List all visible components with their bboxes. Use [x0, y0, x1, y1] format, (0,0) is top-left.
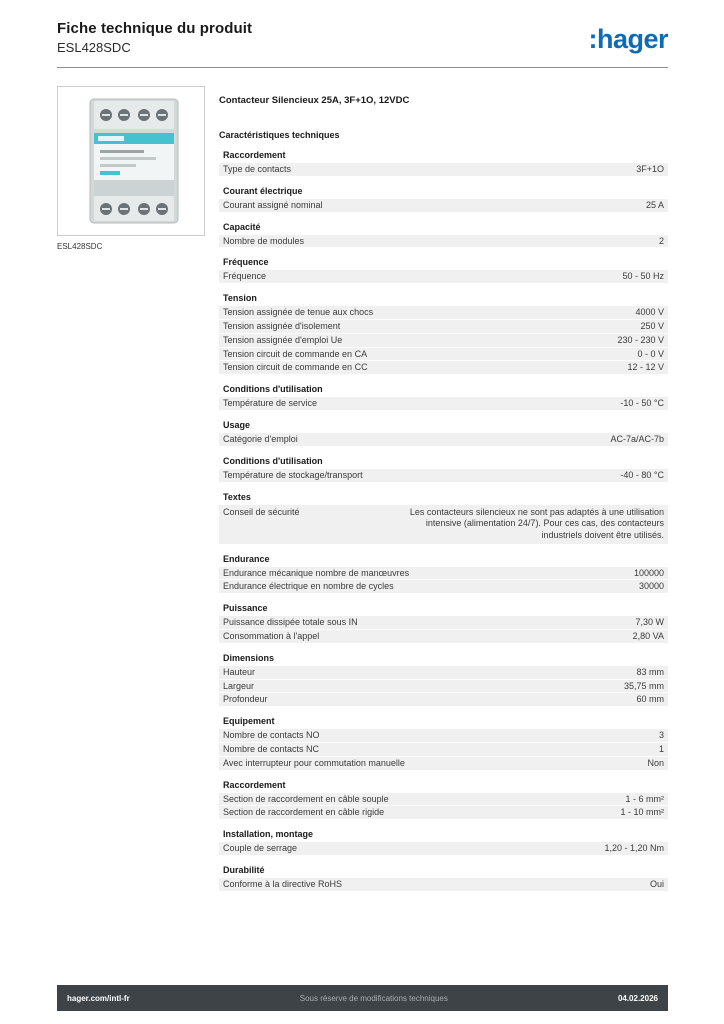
- spec-value: 50 - 50 Hz: [622, 271, 664, 282]
- section-title: Endurance: [223, 553, 270, 564]
- product-image-caption: ESL428SDC: [57, 242, 103, 251]
- section-title: Tension: [223, 293, 257, 304]
- spec-row: [219, 361, 668, 374]
- spec-value: 12 - 12 V: [627, 362, 664, 373]
- spec-value: 83 mm: [636, 666, 664, 677]
- spec-label: Endurance électrique en nombre de cycles: [223, 581, 394, 592]
- spec-value: 30000: [638, 581, 664, 592]
- section-title: Courant électrique: [223, 185, 303, 196]
- spec-label: Température de stockage/transport: [223, 469, 363, 480]
- spec-row: [219, 630, 668, 643]
- section-title: Fréquence: [223, 257, 269, 268]
- section-title: Installation, montage: [223, 829, 314, 840]
- spec-row: [219, 505, 668, 544]
- spec-label: Conforme à la directive RoHS: [223, 878, 343, 889]
- spec-value: 1: [658, 744, 664, 754]
- spec-row: [219, 306, 668, 319]
- product-name: Contacteur Silencieux 25A, 3F+1O, 12VDC: [219, 95, 410, 106]
- section-title: Textes: [223, 491, 251, 502]
- section-title: Raccordement: [223, 779, 286, 790]
- footer-website: hager.com/intl-fr: [67, 993, 130, 1003]
- spec-value: 35,75 mm: [623, 680, 664, 691]
- section-title: Capacité: [223, 221, 261, 232]
- spec-row: [219, 580, 668, 593]
- spec-label: Avec interrupteur pour commutation manuelle: [223, 757, 405, 768]
- spec-label: Profondeur: [223, 694, 268, 705]
- spec-label: Nombre de contacts NO: [223, 730, 320, 741]
- spec-value: -10 - 50 °C: [620, 398, 664, 409]
- spec-label: Tension assignée d'isolement: [223, 320, 341, 331]
- spec-row: [219, 235, 668, 248]
- spec-value: 7,30 W: [635, 617, 664, 628]
- spec-value: 250 V: [640, 320, 664, 331]
- spec-value: 60 mm: [636, 694, 664, 705]
- spec-value: AC-7a/AC-7b: [610, 433, 664, 444]
- spec-row: [219, 806, 668, 819]
- spec-row: [219, 878, 668, 891]
- spec-row: [219, 270, 668, 283]
- spec-label: Tension circuit de commande en CC: [223, 362, 368, 373]
- spec-label: Conseil de sécurité: [223, 506, 300, 517]
- spec-label: Tension assignée d'emploi Ue: [223, 334, 343, 345]
- page-header: [57, 20, 668, 55]
- specifications-column: [219, 86, 668, 892]
- spec-row: [219, 348, 668, 361]
- spec-value: Les contacteurs silencieux ne sont pas adaptés à une utilisation intensive (alimentation 24/7). Pour ces cas, des contacteurs industriels doivent être utilisés.: [409, 506, 664, 540]
- main-content: [57, 86, 668, 892]
- spec-label: Section de raccordement en câble souple: [223, 793, 389, 804]
- header-divider: [57, 67, 668, 68]
- spec-value: 3: [658, 730, 664, 741]
- spec-value: 1 - 10 mm²: [620, 807, 664, 818]
- section-title: Conditions d'utilisation: [223, 384, 323, 395]
- spec-value: 4000 V: [635, 307, 664, 318]
- spec-label: Température de service: [223, 398, 318, 409]
- spec-row: [219, 842, 668, 855]
- section-title: Durabilité: [223, 864, 265, 875]
- spec-row: [219, 567, 668, 580]
- spec-row: [219, 693, 668, 706]
- spec-label: Catégorie d'emploi: [223, 433, 298, 444]
- spec-label: Type de contacts: [223, 164, 292, 174]
- footer-disclaimer: Sous réserve de modifications techniques: [299, 993, 448, 1003]
- spec-label: Tension circuit de commande en CA: [223, 348, 368, 359]
- spec-label: Hauteur: [223, 666, 256, 677]
- spec-row: [219, 616, 668, 629]
- spec-row: [219, 793, 668, 806]
- contactor-illustration: [58, 87, 205, 236]
- page-footer: [57, 985, 668, 1011]
- spec-value: Non: [647, 757, 664, 768]
- spec-label: Couple de serrage: [223, 843, 298, 854]
- product-image: [57, 86, 205, 236]
- spec-label: Tension assignée de tenue aux chocs: [223, 307, 374, 318]
- spec-row: [219, 397, 668, 410]
- spec-value: 230 - 230 V: [617, 334, 664, 345]
- product-image-column: [57, 86, 205, 892]
- spec-row: [219, 666, 668, 679]
- spec-row: [219, 433, 668, 446]
- footer-date: 04.02.2026: [617, 993, 658, 1003]
- header-titles: [57, 20, 252, 55]
- spec-label: Section de raccordement en câble rigide: [223, 807, 385, 818]
- spec-value: 25 A: [645, 199, 664, 210]
- spec-label: Nombre de contacts NC: [223, 744, 320, 754]
- section-title: Usage: [223, 419, 251, 430]
- spec-row: [219, 199, 668, 212]
- spec-value: 1 - 6 mm²: [625, 793, 664, 804]
- spec-row: [219, 743, 668, 756]
- spec-row: [219, 320, 668, 333]
- section-title: Dimensions: [223, 652, 275, 663]
- product-reference: ESL428SDC: [57, 40, 131, 55]
- spec-label: Puissance dissipée totale sous IN: [223, 617, 358, 628]
- spec-row: [219, 334, 668, 347]
- spec-value: Oui: [649, 878, 664, 889]
- spec-row: [219, 469, 668, 482]
- spec-row: [219, 163, 668, 176]
- spec-row: [219, 757, 668, 770]
- spec-row: [219, 729, 668, 742]
- spec-sections: [219, 150, 668, 891]
- spec-value: 2: [658, 235, 664, 246]
- spec-value: 1,20 - 1,20 Nm: [604, 843, 664, 854]
- section-title: Conditions d'utilisation: [223, 455, 323, 466]
- spec-value: 0 - 0 V: [637, 348, 664, 359]
- section-title: Puissance: [223, 603, 268, 614]
- spec-label: Nombre de modules: [223, 235, 305, 246]
- spec-value: -40 - 80 °C: [620, 469, 664, 480]
- spec-label: Endurance mécanique nombre de manœuvres: [223, 567, 410, 578]
- hager-logo: :hager: [588, 24, 668, 54]
- spec-label: Largeur: [223, 680, 255, 691]
- spec-label: Fréquence: [223, 271, 267, 282]
- spec-label: Consommation à l'appel: [223, 631, 320, 642]
- section-title: Raccordement: [223, 150, 286, 160]
- page-title: Fiche technique du produit: [57, 20, 253, 37]
- spec-row: [219, 680, 668, 693]
- spec-value: 100000: [633, 567, 664, 578]
- section-title: Equipement: [223, 716, 275, 727]
- technical-characteristics-heading: Caractéristiques techniques: [219, 130, 340, 140]
- spec-value: 3F+1O: [636, 164, 664, 174]
- spec-value: 2,80 VA: [632, 631, 664, 642]
- spec-label: Courant assigné nominal: [223, 199, 323, 210]
